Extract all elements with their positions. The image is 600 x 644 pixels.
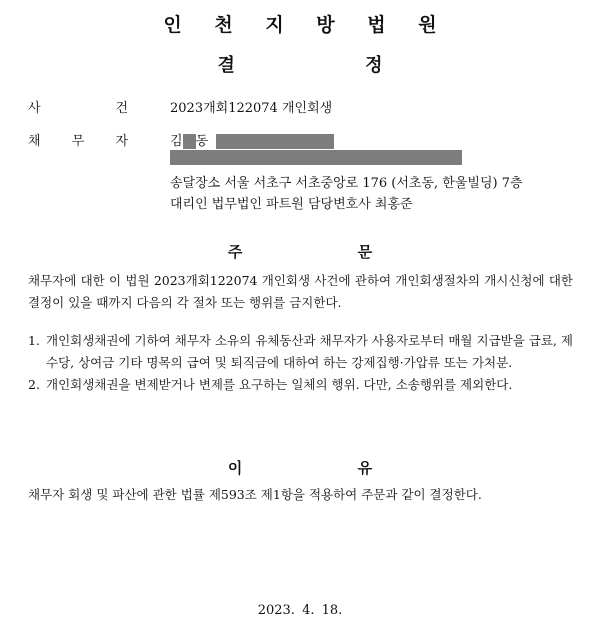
order-heading: 주 문 bbox=[227, 243, 428, 261]
list-item bbox=[28, 330, 573, 374]
debtor-name-first: 김 bbox=[170, 134, 183, 149]
list-item bbox=[28, 374, 573, 396]
list-item-number: 2. bbox=[28, 377, 40, 392]
debtor-name bbox=[170, 130, 334, 149]
court-name: 인 천 지 방 법 원 bbox=[163, 14, 450, 36]
representative: 대리인 법무법인 파트원 담당변호사 최홍준 bbox=[170, 197, 413, 212]
case-label-char: 건 bbox=[115, 101, 128, 116]
case-number: 2023개회122074 개인회생 bbox=[170, 101, 333, 116]
order-items-list bbox=[28, 330, 573, 396]
document-type: 결 정 bbox=[217, 55, 445, 76]
case-label bbox=[28, 97, 128, 116]
reason-text: 채무자 회생 및 파산에 관한 법률 제593조 제1항을 적용하여 주문과 같이 결정한다. bbox=[28, 487, 482, 502]
debtor-label-char: 무 bbox=[71, 134, 85, 149]
case-label-char: 사 bbox=[28, 101, 41, 116]
redaction-block bbox=[170, 150, 462, 165]
redaction-block bbox=[183, 134, 196, 149]
redaction-block bbox=[216, 134, 334, 149]
list-item-text: 개인회생채권에 기하여 채무자 소유의 유체동산과 채무자가 사용자로부터 매월 지급받을 급료, 제수당, 상여금 기타 명목의 급여 및 퇴직금에 대하여 하는 강제집행·가압류 또는 가처분. bbox=[46, 333, 573, 370]
debtor-label-char: 채 bbox=[28, 134, 41, 149]
debtor-label bbox=[28, 130, 128, 149]
reason-heading: 이 유 bbox=[227, 459, 428, 477]
debtor-address-redacted bbox=[170, 150, 462, 165]
list-item-text: 개인회생채권을 변제받거나 변제를 요구하는 일체의 행위. 다만, 소송행위를 제외한다. bbox=[46, 377, 513, 392]
decision-date: 2023. 4. 18. bbox=[257, 603, 343, 618]
list-item-number: 1. bbox=[28, 333, 40, 348]
service-address: 송달장소 서울 서초구 서초중앙로 176 (서초동, 한울빌딩) 7층 bbox=[170, 176, 523, 191]
debtor-label-char: 자 bbox=[115, 134, 128, 149]
order-intro: 채무자에 대한 이 법원 2023개회122074 개인회생 사건에 관하여 개인회생절차의 개시신청에 대한 결정이 있을 때까지 다음의 각 절차 또는 행위를 금지한다. bbox=[28, 273, 573, 310]
debtor-name-last: 동 bbox=[195, 134, 209, 149]
